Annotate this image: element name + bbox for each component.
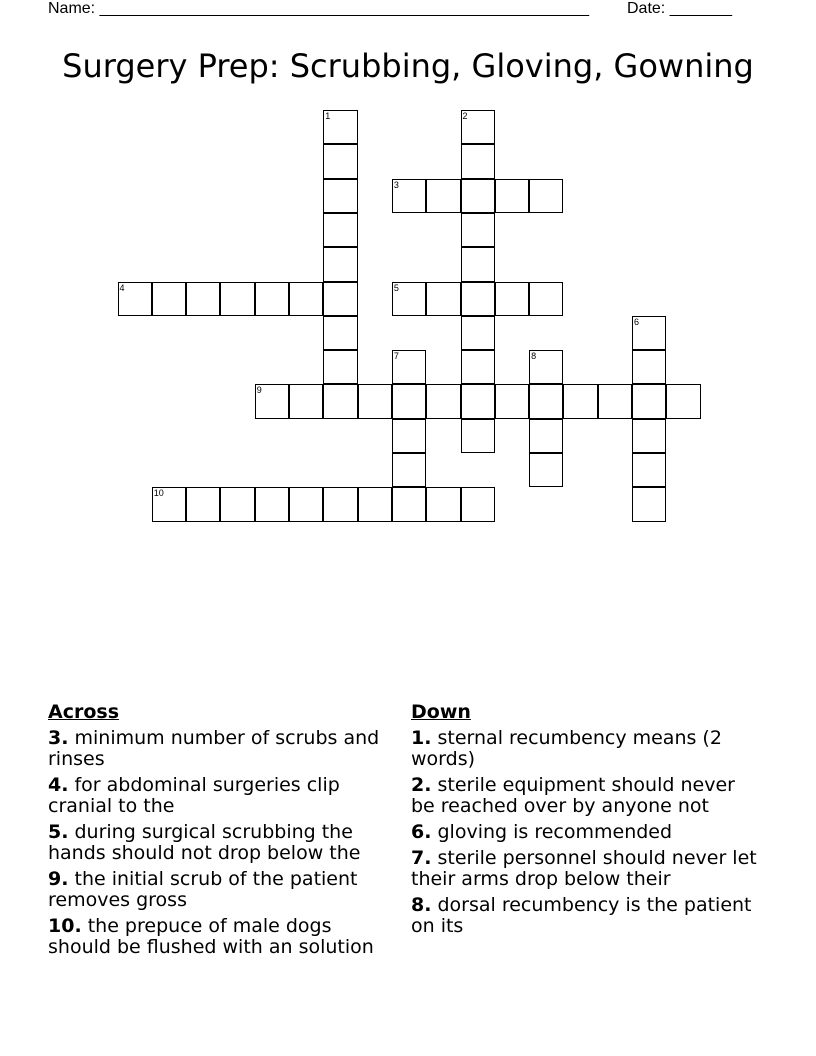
clue-number: 10.: [48, 915, 82, 937]
clue-number: 4.: [48, 774, 69, 796]
clue-down-7: [411, 848, 761, 890]
grid-cell[interactable]: [495, 384, 529, 418]
grid-cell[interactable]: [152, 282, 186, 316]
grid-cell[interactable]: [598, 384, 632, 418]
grid-cell[interactable]: [529, 179, 563, 213]
grid-cell[interactable]: [563, 384, 597, 418]
grid-cell[interactable]: [323, 110, 357, 144]
clue-text: during surgical scrubbing the hands should not drop below the: [48, 821, 361, 864]
grid-cell[interactable]: [152, 487, 186, 521]
grid-cell[interactable]: [461, 247, 495, 281]
clue-number: 7.: [411, 847, 432, 869]
clue-across-10: [48, 916, 393, 958]
clue-text: the prepuce of male dogs should be flushed with an solution: [48, 915, 374, 958]
cell-number: 1: [325, 111, 331, 121]
down-clues: [411, 702, 761, 942]
date-field[interactable]: Date: _______: [627, 0, 732, 17]
grid-cell[interactable]: [529, 350, 563, 384]
cell-number: 7: [393, 351, 399, 362]
grid-cell[interactable]: [392, 487, 426, 521]
grid-cell[interactable]: [392, 419, 426, 453]
cell-number: 4: [119, 282, 125, 293]
grid-cell[interactable]: [392, 179, 426, 213]
grid-cell[interactable]: [495, 179, 529, 213]
clue-down-2: [411, 775, 761, 817]
grid-cell[interactable]: [220, 487, 254, 521]
grid-cell[interactable]: [255, 487, 289, 521]
grid-cell[interactable]: [323, 384, 357, 418]
grid-cell[interactable]: [461, 213, 495, 247]
clue-down-8: [411, 895, 761, 937]
grid-cell[interactable]: [461, 487, 495, 521]
grid-cell[interactable]: [289, 384, 323, 418]
grid-cell[interactable]: [392, 350, 426, 384]
grid-cell[interactable]: [186, 487, 220, 521]
grid-cell[interactable]: [289, 282, 323, 316]
grid-cell[interactable]: [323, 247, 357, 281]
grid-cell[interactable]: [255, 384, 289, 418]
grid-cell[interactable]: [323, 350, 357, 384]
grid-cell[interactable]: [255, 282, 289, 316]
across-clues: [48, 702, 393, 963]
grid-cell[interactable]: [461, 282, 495, 316]
name-field[interactable]: Name: _______________________________________________________: [48, 0, 589, 17]
grid-cell[interactable]: [358, 384, 392, 418]
grid-cell[interactable]: [426, 179, 460, 213]
grid-cell[interactable]: [186, 282, 220, 316]
cell-number: 10: [153, 488, 164, 499]
grid-cell[interactable]: [529, 419, 563, 453]
clue-across-5: [48, 822, 393, 864]
cell-number: 3: [393, 179, 399, 190]
clue-text: gloving is recommended: [431, 821, 673, 843]
grid-cell[interactable]: [461, 419, 495, 453]
grid-cell[interactable]: [666, 384, 700, 418]
clue-text: the initial scrub of the patient removes gross: [48, 868, 358, 911]
cell-number: 9: [256, 385, 262, 396]
clue-down-6: [411, 822, 761, 843]
grid-cell[interactable]: [323, 316, 357, 350]
cell-number: 5: [393, 282, 399, 293]
grid-cell[interactable]: [461, 350, 495, 384]
grid-cell[interactable]: [529, 453, 563, 487]
grid-cell[interactable]: [461, 179, 495, 213]
clue-across-9: [48, 869, 393, 911]
clue-number: 5.: [48, 821, 69, 843]
grid-cell[interactable]: [358, 487, 392, 521]
grid-cell[interactable]: [323, 179, 357, 213]
grid-cell[interactable]: [392, 453, 426, 487]
grid-cell[interactable]: [392, 384, 426, 418]
clue-number: 2.: [411, 774, 432, 796]
grid-cell[interactable]: [529, 384, 563, 418]
clue-number: 3.: [48, 727, 69, 749]
grid-cell[interactable]: [118, 282, 152, 316]
grid-cell[interactable]: [495, 282, 529, 316]
grid-cell[interactable]: [632, 453, 666, 487]
clue-number: 9.: [48, 868, 69, 890]
grid-cell[interactable]: [461, 144, 495, 178]
grid-cell[interactable]: [323, 213, 357, 247]
grid-cell[interactable]: [392, 282, 426, 316]
clue-number: 1.: [411, 727, 432, 749]
clue-down-1: [411, 728, 761, 770]
grid-cell[interactable]: [220, 282, 254, 316]
clue-across-4: [48, 775, 393, 817]
grid-cell[interactable]: [323, 144, 357, 178]
grid-cell[interactable]: [632, 487, 666, 521]
clue-text: minimum number of scrubs and rinses: [48, 727, 380, 770]
grid-cell[interactable]: [323, 487, 357, 521]
clue-number: 6.: [411, 821, 432, 843]
grid-cell[interactable]: [461, 316, 495, 350]
grid-cell[interactable]: [632, 419, 666, 453]
grid-cell[interactable]: [632, 316, 666, 350]
grid-cell[interactable]: [289, 487, 323, 521]
grid-cell[interactable]: [529, 282, 563, 316]
grid-cell[interactable]: [426, 487, 460, 521]
grid-cell[interactable]: [323, 282, 357, 316]
grid-cell[interactable]: [632, 384, 666, 418]
cell-number: 2: [462, 111, 468, 121]
grid-cell[interactable]: [461, 384, 495, 418]
clue-text: sterile personnel should never let their arms drop below their: [411, 847, 757, 890]
clue-number: 8.: [411, 894, 432, 916]
down-heading: Down: [411, 701, 471, 723]
cell-number: 6: [634, 316, 640, 327]
clue-across-3: [48, 728, 393, 770]
clue-text: sterile equipment should never be reached over by anyone not: [411, 774, 735, 817]
grid-cell[interactable]: [426, 384, 460, 418]
cell-number: 8: [531, 351, 537, 362]
across-heading: Across: [48, 701, 120, 723]
clue-text: sternal recumbency means (2 words): [411, 727, 722, 770]
page-title: Surgery Prep: Scrubbing, Gloving, Gowning: [62, 47, 754, 85]
grid-cell[interactable]: [426, 282, 460, 316]
grid-cell[interactable]: [632, 350, 666, 384]
clue-text: dorsal recumbency is the patient on its: [411, 894, 752, 937]
clue-text: for abdominal surgeries clip cranial to the: [48, 774, 340, 817]
grid-cell[interactable]: [461, 110, 495, 144]
